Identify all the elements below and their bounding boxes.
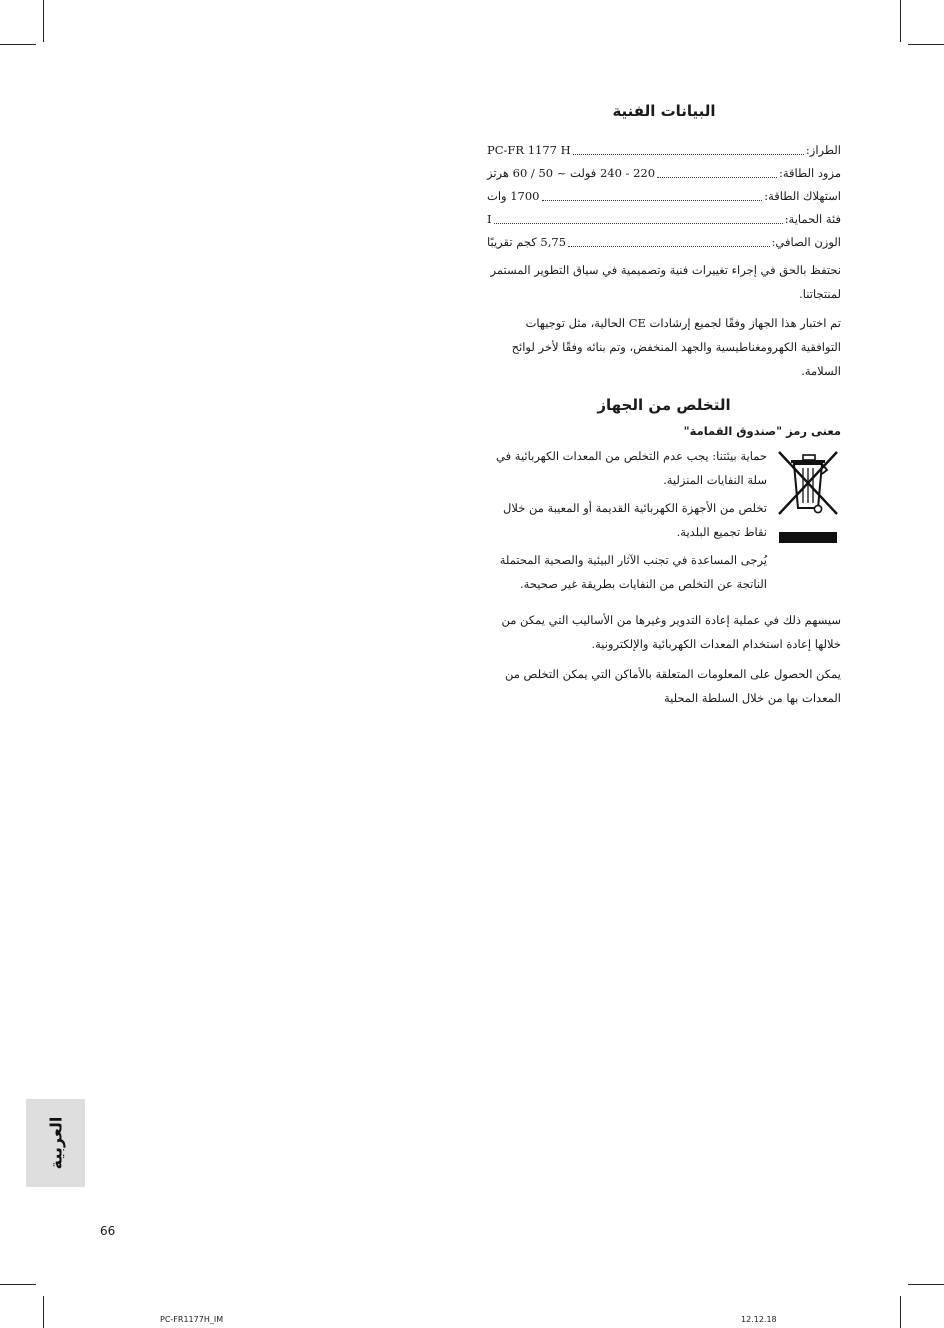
leader-dots — [573, 139, 804, 155]
disposal-paragraph-2: تخلص من الأجهزة الكهربائية القديمة أو المعيبة من خلال نقاط تجميع البلدية. — [502, 501, 767, 539]
footer-model-code: PC-FR1177H_IM — [160, 1315, 224, 1324]
crossed-out-wheelie-bin-icon — [775, 448, 841, 552]
disposal-paragraph-1: حماية بيئتنا: يجب عدم التخلص من المعدات الكهربائية في سلة النفايات المنزلية. — [496, 449, 767, 487]
spec-value: 1700 وات — [487, 189, 540, 203]
crop-mark — [908, 44, 944, 45]
spec-value: 220 - 240 فولت ~ 50 / 60 هرتز — [487, 166, 656, 180]
spec-row-model — [487, 139, 841, 162]
spec-row-net-weight — [487, 231, 841, 254]
spec-row-power-supply — [487, 162, 841, 185]
footer-date: 12.12.18 — [741, 1315, 777, 1324]
leader-dots — [494, 208, 783, 224]
crop-mark — [0, 1284, 36, 1285]
spec-row-power-consumption — [487, 185, 841, 208]
disposal-title: التخلص من الجهاز — [597, 396, 731, 414]
design-changes-paragraph: نحتفظ بالحق في إجراء تغييرات فنية وتصميمية في سياق التطوير المستمر لمنتجاتنا. — [490, 263, 841, 301]
leader-dots — [542, 185, 763, 201]
language-side-tab — [26, 1099, 85, 1187]
disposal-subtitle: معنى رمز "صندوق القمامة" — [683, 424, 841, 438]
crop-mark — [900, 1296, 901, 1328]
technical-data-section — [487, 102, 841, 383]
spec-label: مزود الطاقة: — [778, 166, 841, 180]
disposal-section — [487, 396, 841, 710]
spec-value: PC-FR 1177 H — [487, 143, 571, 157]
leader-dots — [568, 231, 770, 247]
disposal-paragraph-3: يُرجى المساعدة في تجنب الآثار البيئية والصحية المحتملة الناتجة عن التخلص من النفايات بطريقة غير صحيحة. — [499, 553, 767, 591]
spec-label: استهلاك الطاقة: — [764, 189, 841, 203]
weee-text — [487, 444, 767, 596]
leader-dots — [657, 162, 777, 178]
crop-mark — [900, 0, 901, 42]
crop-mark — [43, 1296, 44, 1328]
language-label: العربية — [46, 1116, 65, 1170]
disposal-paragraph-5: يمكن الحصول على المعلومات المتعلقة بالأماكن التي يمكن التخلص من المعدات بها من خلال السلطة المحلية — [504, 667, 841, 705]
spec-value: I — [487, 212, 492, 226]
technical-data-title: البيانات الفنية — [612, 102, 716, 120]
weee-block — [487, 444, 841, 606]
spec-row-protection-class — [487, 208, 841, 231]
crop-mark — [43, 0, 44, 42]
ce-compliance-paragraph: تم اختبار هذا الجهاز وفقًا لجميع إرشادات CE الحالية، مثل توجيهات التوافقية الكهرومغناطيسية والجهد المنخفض، وتم بنائه وفقًا لأخر لوائح السلامة. — [511, 316, 841, 378]
crop-mark — [0, 44, 36, 45]
disposal-paragraph-4: سيسهم ذلك في عملية إعادة التدوير وغيرها من الأساليب التي يمكن من خلالها إعادة استخدام المعدات الكهربائية والإلكترونية. — [501, 613, 841, 651]
spec-label: فئة الحماية: — [784, 212, 841, 226]
crop-mark — [908, 1284, 944, 1285]
spec-label: الطراز: — [805, 143, 841, 157]
page-number: 66 — [100, 1224, 116, 1238]
spec-value: 5,75 كجم تقريبًا — [487, 235, 567, 249]
spec-label: الوزن الصافي: — [771, 235, 841, 249]
